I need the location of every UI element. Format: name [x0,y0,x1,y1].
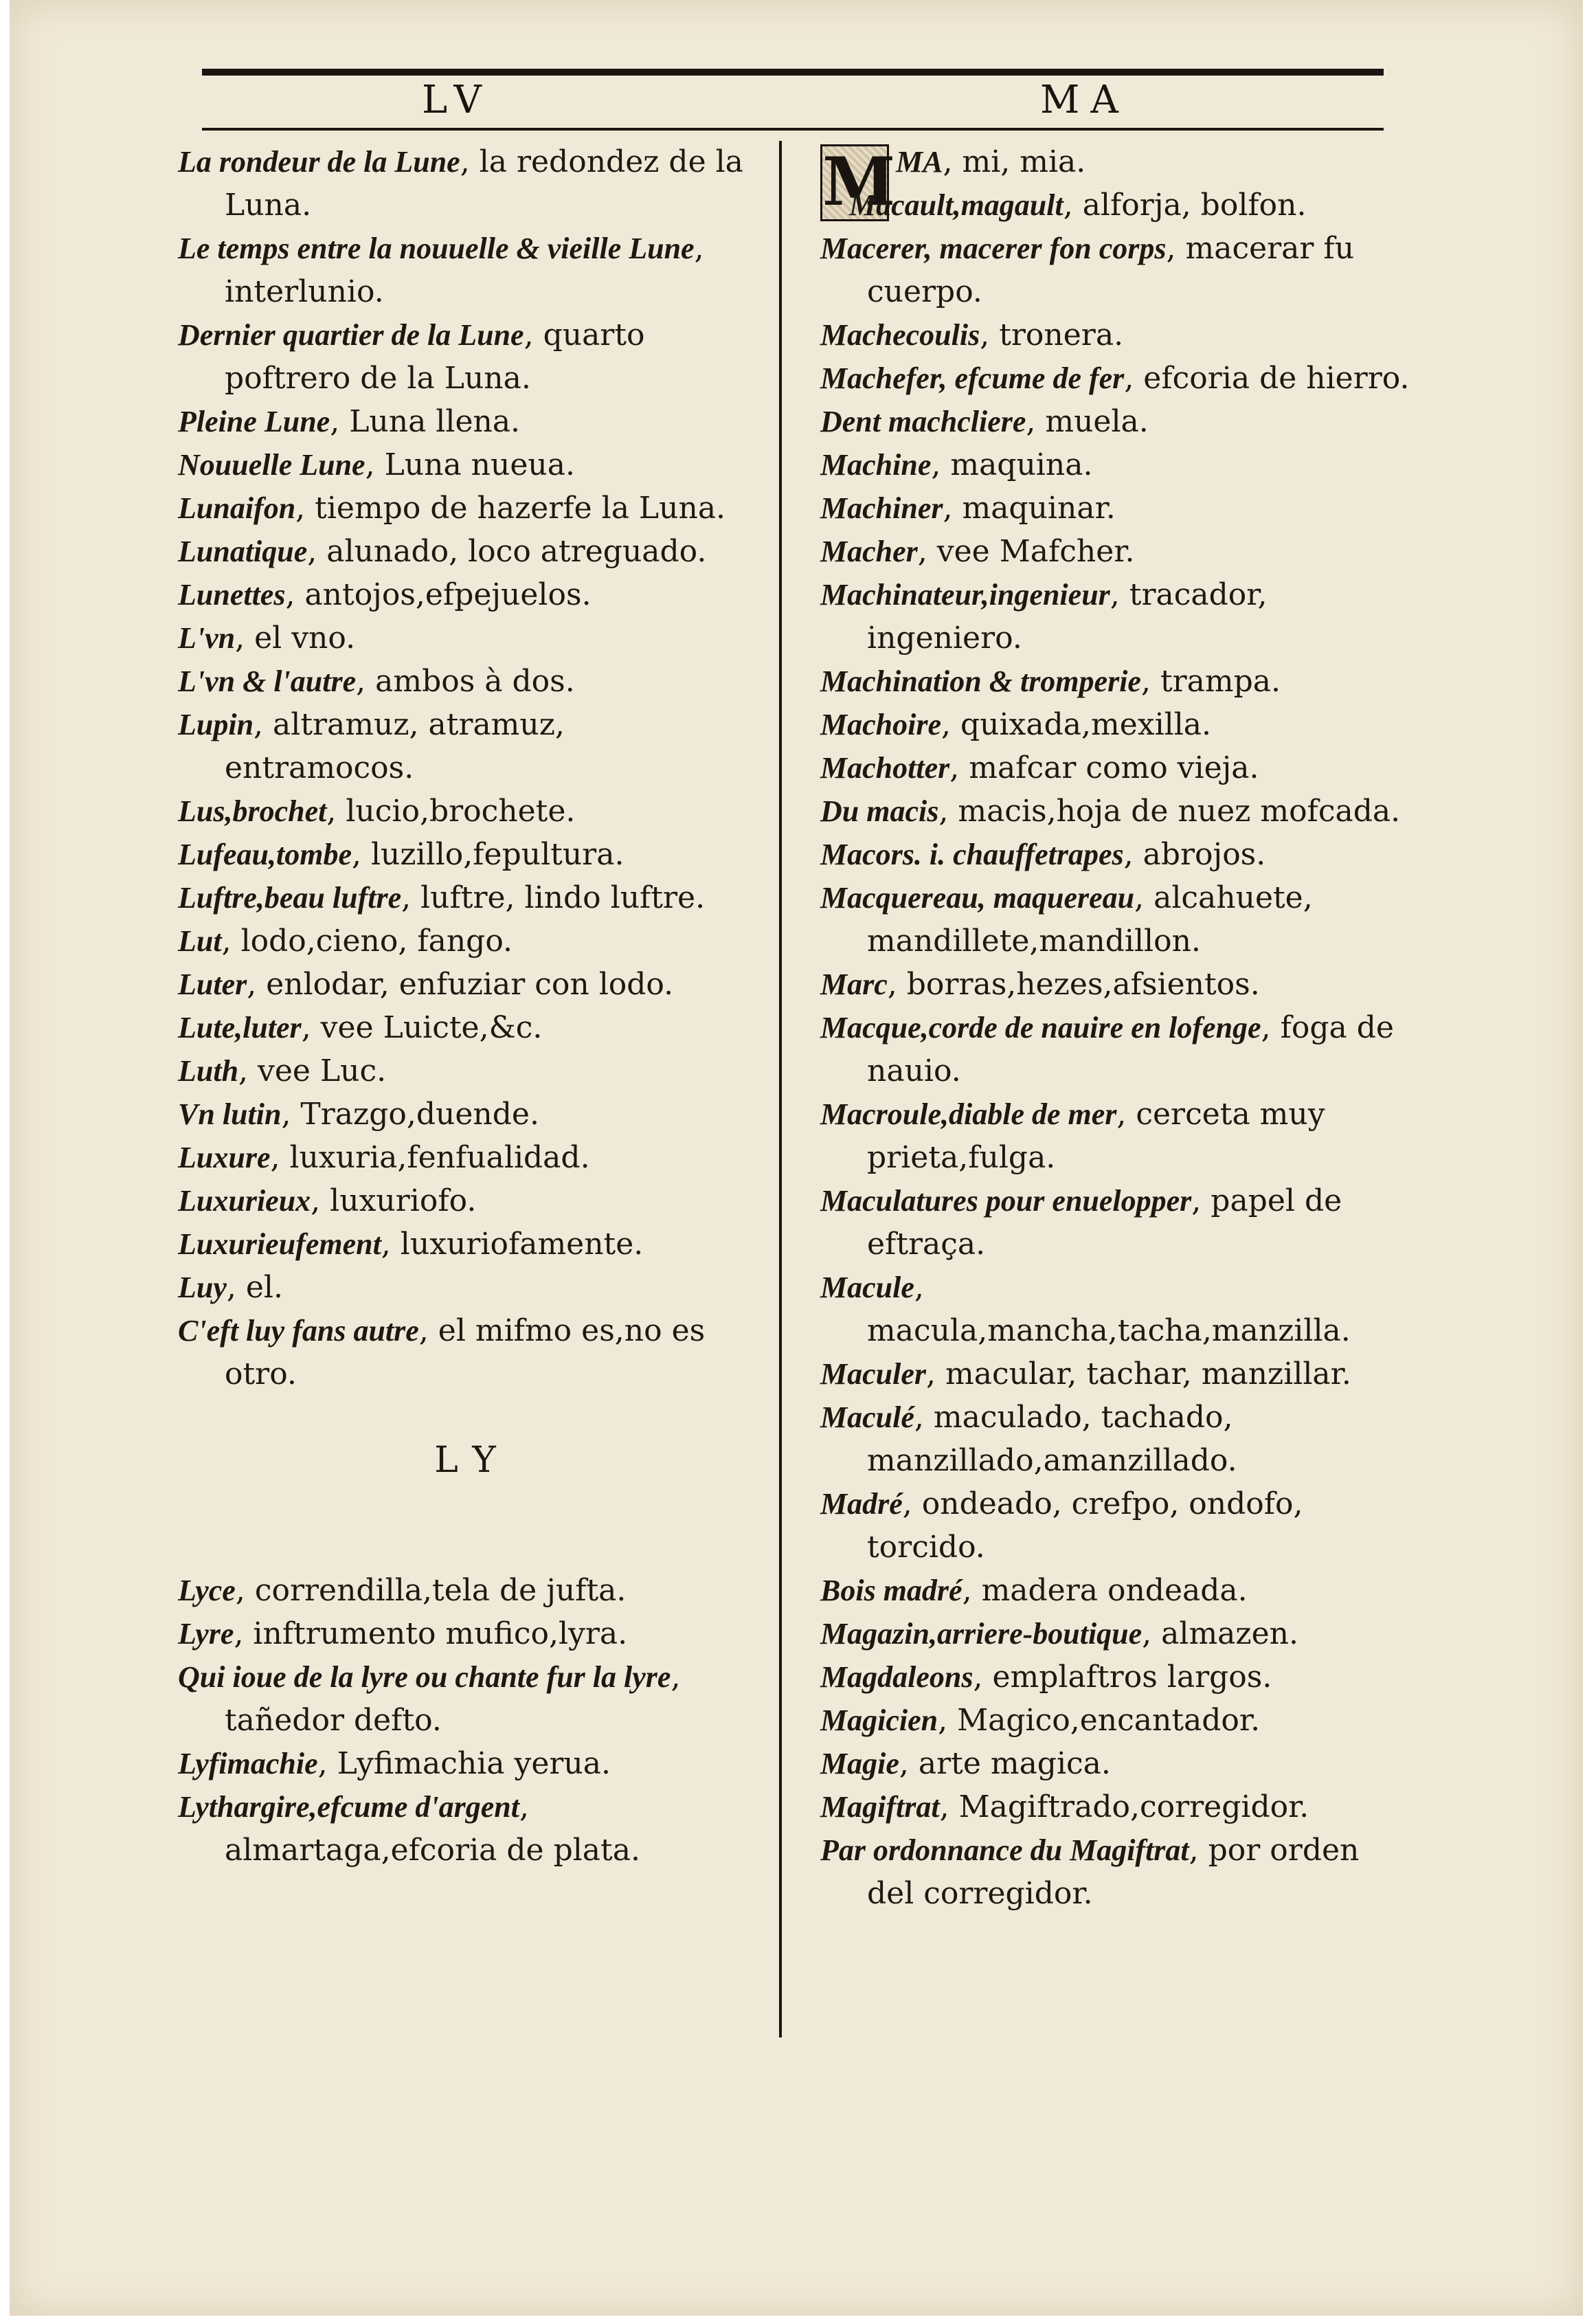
entry-separator: , [938,794,958,829]
entry-separator: , [973,1660,993,1695]
entry-definition: almazen. [1161,1616,1298,1651]
entry-separator: , [270,1140,290,1175]
entry-definition: efcoria de hierro. [1143,361,1410,396]
entry-headword: Luftre,beau luftre [178,881,402,915]
entry-definition: Magiftrado,corregidor. [958,1789,1309,1824]
entry-definition: el mifmo es,no es otro. [225,1313,706,1392]
dictionary-entry [820,1396,1411,1482]
entry-headword: Nouuelle Lune [178,448,365,482]
dictionary-entry [820,790,1411,833]
entry-definition: abrojos. [1143,837,1266,872]
entry-separator: , [1134,880,1154,915]
entry-headword: Magiftrat [820,1790,940,1824]
entry-separator: , [943,491,963,526]
dictionary-entry [178,1785,755,1872]
entry-headword: L'vn [178,621,236,655]
entry-definition: maquinar. [962,491,1116,526]
dictionary-entry [820,1266,1411,1352]
entry-headword: MA [896,145,943,179]
entry-headword: Machination & tromperie [820,664,1141,698]
entry-definition: Trazgo,duende. [300,1097,539,1132]
decorated-initial: M [820,144,889,221]
entry-headword: Machoire [820,708,941,741]
entry-definition: la redondez de la Luna. [225,144,743,223]
dictionary-entry [820,573,1411,660]
entry-headword: Luth [178,1054,239,1088]
entry-definition: Luna nueua. [384,447,575,482]
entry-definition: mafcar como vieja. [969,750,1259,785]
dictionary-entry [820,963,1411,1006]
entry-definition: tañedor defto. [225,1703,442,1738]
dictionary-entry [178,487,755,530]
entry-headword: Lunettes [178,578,286,612]
entry-headword: Luy [178,1271,227,1304]
entry-definition: maculado, tachado, manzillado,amanzillado. [867,1400,1237,1478]
entry-headword: Lufeau,tombe [178,838,352,871]
dictionary-entry [820,660,1411,703]
dictionary-entry [820,1352,1411,1396]
entry-separator: , [418,1313,438,1348]
entry-definition: luftre, lindo luftre. [420,880,706,915]
entry-separator: , [317,1746,337,1781]
dictionary-entry [178,1569,755,1612]
dictionary-entry [820,183,1411,227]
entry-headword: Lupin [178,708,254,741]
dictionary-entry [178,573,755,616]
dictionary-entry [820,1742,1411,1785]
entry-definition: vee Luc. [258,1053,387,1088]
entry-separator: , [281,1097,301,1132]
entry-separator: , [1110,577,1129,612]
entry-definition: luxuriofamente. [400,1227,644,1262]
entry-headword: Magicien [820,1703,938,1737]
entry-definition: luxuria,fenfualidad. [289,1140,590,1175]
entry-separator: , [917,534,937,569]
dictionary-entry [178,1179,755,1222]
entry-headword: Macroule,diable de mer [820,1097,1117,1131]
dictionary-entry [820,443,1411,487]
entry-definition: el. [245,1270,283,1305]
entry-separator: , [914,1270,924,1305]
entry-headword: Lute,luter [178,1011,302,1044]
entry-separator: , [943,144,963,179]
entry-separator: , [524,317,543,353]
header-rule [202,69,1384,76]
entry-headword: Maculer [820,1357,926,1391]
entry-separator: , [1261,1010,1281,1045]
entry-headword: Maculatures pour enuelopper [820,1184,1192,1218]
entry-separator: , [949,750,969,785]
entry-headword: Maculé [820,1400,914,1434]
entry-definition: tiempo de hazerfe la Luna. [315,491,726,526]
entry-headword: Pleine Lune [178,405,330,438]
entry-definition: macular, tachar, manzillar. [945,1356,1351,1392]
running-head-right: MA [1040,78,1129,122]
entry-headword: Macule [820,1271,914,1304]
dictionary-entry [820,1785,1411,1829]
entry-definition: interlunio. [225,274,384,309]
dictionary-entry [178,1266,755,1309]
dictionary-entry [178,1049,755,1093]
entry-definition: tronera. [999,317,1124,353]
entry-definition: alforja, bolfon. [1082,188,1307,223]
entry-separator: , [226,1270,246,1305]
entry-separator: , [285,577,305,612]
entry-separator: , [902,1486,922,1521]
entry-definition: ondeado, crefpo, ondofo, torcido. [867,1486,1303,1565]
entry-definition: cerceta muy prieta,fulga. [867,1097,1325,1175]
dictionary-entry [178,1612,755,1655]
entry-headword: Macault,magault [849,188,1063,222]
left-column [178,140,755,1872]
entry-definition: Lyfimachia yerua. [337,1746,611,1781]
entry-separator: , [1191,1183,1211,1218]
entry-separator: , [1124,361,1144,396]
dictionary-entry [178,1655,755,1742]
dictionary-entry [178,919,755,963]
dictionary-entry [178,227,755,313]
entry-separator: , [1123,837,1143,872]
dictionary-entry [178,1742,755,1785]
entry-headword: Qui ioue de la lyre ou chante fur la lyre [178,1660,671,1694]
entry-separator: , [235,1573,255,1608]
dictionary-entry [820,227,1411,313]
entry-headword: Lunaifon [178,491,296,525]
entry-headword: L'vn & l'autre [178,664,357,698]
entry-headword: Lunatique [178,535,308,568]
dictionary-entry [178,1309,755,1396]
entry-definition: quixada,mexilla. [960,707,1212,742]
entry-separator: , [938,1703,958,1738]
entry-definition: trampa. [1160,664,1281,699]
entry-headword: Machiner [820,491,943,525]
entry-separator: , [238,1053,258,1088]
entry-separator: , [351,837,371,872]
right-entries [820,140,1411,1915]
entry-separator: , [694,231,704,266]
entry-headword: C'eft luy fans autre [178,1314,419,1348]
entry-definition: maquina. [950,447,1093,482]
entry-headword: Macque,corde de nauire en lofenge [820,1011,1261,1044]
entry-definition: ambos à dos. [375,664,575,699]
dictionary-entry [178,1093,755,1136]
entry-headword: Lus,brochet [178,794,327,828]
entry-separator: , [980,317,1000,353]
dictionary-entry [178,140,755,227]
entry-headword: Lut [178,924,222,958]
entry-separator: , [1026,404,1046,439]
entry-definition: lodo,cieno, fango. [240,924,513,959]
section-heading: LY [434,1440,513,1481]
entry-separator: , [401,880,421,915]
entry-separator: , [931,447,951,482]
entry-separator: , [365,447,385,482]
entry-headword: Luter [178,968,247,1001]
entry-separator: , [326,794,346,829]
entry-definition: el vno. [254,621,356,656]
dictionary-entry [178,1222,755,1266]
entry-definition: lucio,brochete. [346,794,576,829]
dictionary-entry [178,703,755,790]
entry-definition: luxuriofo. [330,1183,477,1218]
entry-headword: Le temps entre la nouuelle & vieille Lune [178,232,695,265]
entry-separator: , [914,1400,934,1435]
entry-separator: , [1189,1833,1208,1868]
dictionary-entry [820,400,1411,443]
dictionary-entry [178,790,755,833]
dictionary-entry [820,487,1411,530]
entry-definition: papel de eftraça. [867,1183,1342,1262]
entry-definition: muela. [1045,404,1149,439]
entry-headword: Magdaleons [820,1660,973,1694]
entry-separator: , [460,144,480,179]
entry-definition: arte magica. [918,1746,1111,1781]
dictionary-entry [178,660,755,703]
entry-definition: vee Mafcher. [936,534,1135,569]
entry-headword: Macerer, macerer fon corps [820,232,1167,265]
entry-definition: foga de nauio. [867,1010,1394,1088]
dictionary-entry [820,357,1411,400]
entry-separator: , [307,534,327,569]
entry-headword: Dent machcliere [820,405,1026,438]
dictionary-entry [178,616,755,660]
entry-definition: inftrumento mufico,lyra. [253,1616,628,1651]
entry-separator: , [295,491,315,526]
entry-separator: , [381,1227,401,1262]
entry-headword: Luxure [178,1141,271,1174]
entry-separator: , [1063,188,1083,223]
entry-separator: , [962,1573,982,1608]
entry-headword: Macquereau, maquereau [820,881,1135,915]
entry-separator: , [330,404,350,439]
entry-definition: emplaftros largos. [992,1660,1272,1695]
entry-headword: Lyfimachie [178,1747,318,1780]
dictionary-entry [820,1569,1411,1612]
dictionary-entry [820,1482,1411,1569]
entry-definition: correndilla,tela de jufta. [254,1573,627,1608]
dictionary-entry [820,1612,1411,1655]
dictionary-entry [820,876,1411,963]
entry-separator: , [356,664,376,699]
entry-headword: Madré [820,1487,903,1521]
entry-definition: alunado, loco atreguado. [326,534,707,569]
right-column [820,140,1411,1915]
dictionary-entry [178,400,755,443]
dictionary-entry [820,1829,1411,1915]
dictionary-entry [178,1006,755,1049]
entry-definition: macula,mancha,tacha,manzilla. [867,1313,1351,1348]
entry-definition: antojos,efpejuelos. [304,577,592,612]
entry-headword: Lythargire,efcume d'argent [178,1790,519,1824]
entry-separator: , [235,621,255,656]
entry-separator: , [941,707,960,742]
dictionary-entry [820,833,1411,876]
entry-definition: alcahuete, mandillete,mandillon. [867,880,1313,959]
entry-headword: Du macis [820,794,939,828]
entry-separator: , [671,1660,681,1695]
dictionary-entry [820,1655,1411,1699]
entry-headword: Lyre [178,1617,234,1651]
running-head-left: LV [422,78,493,122]
entry-definition: vee Luicte,&c. [320,1010,543,1045]
dictionary-entry [820,1179,1411,1266]
entry-separator: , [1116,1097,1136,1132]
dictionary-entry [178,876,755,919]
dictionary-entry [820,1093,1411,1179]
entry-headword: Macors. i. chauffetrapes [820,838,1124,871]
book-page [10,0,1583,2316]
entry-definition: mi, mia. [962,144,1086,179]
entry-definition: Magico,encantador. [957,1703,1261,1738]
dictionary-entry [820,530,1411,573]
entry-definition: almartaga,efcoria de plata. [225,1833,640,1868]
entry-separator: , [254,707,273,742]
entry-separator: , [939,1789,959,1824]
left-entries-ly [178,1569,755,1872]
dictionary-entry [820,1699,1411,1742]
entry-separator: , [887,967,907,1002]
dictionary-entry [178,833,755,876]
entry-separator: , [1140,664,1160,699]
entry-definition: macis,hoja de nuez mofcada. [958,794,1401,829]
dictionary-entry [178,1136,755,1179]
entry-headword: Bois madré [820,1574,963,1607]
dictionary-entry [178,530,755,573]
dictionary-entry [820,746,1411,790]
entry-headword: La rondeur de la Lune [178,145,460,179]
dictionary-entry [820,1006,1411,1093]
entry-headword: Luxurieux [178,1184,311,1218]
entry-headword: Vn lutin [178,1097,282,1131]
entry-headword: Marc [820,968,888,1001]
entry-separator: , [234,1616,254,1651]
entry-headword: Luxurieufement [178,1227,381,1261]
dictionary-entry [178,313,755,400]
entry-separator: , [1142,1616,1162,1651]
entry-headword: Magie [820,1747,899,1780]
entry-headword: Machinateur,ingenieur [820,578,1110,612]
dictionary-entry [178,443,755,487]
entry-separator: , [311,1183,330,1218]
entry-separator: , [519,1789,529,1824]
entry-headword: Machotter [820,751,950,785]
entry-separator: , [1166,231,1186,266]
dictionary-entry [178,963,755,1006]
column-divider [779,141,782,2037]
entry-definition: macerar fu cuerpo. [867,231,1355,309]
entry-separator: , [926,1356,945,1392]
entry-definition: enlodar, enfuziar con lodo. [266,967,674,1002]
entry-headword: Dernier quartier de la Lune [178,318,524,352]
entry-separator: , [221,924,241,959]
entry-headword: Lyce [178,1574,236,1607]
entry-headword: Machine [820,448,932,482]
entry-definition: borras,hezes,afsientos. [906,967,1260,1002]
entry-definition: altramuz, atramuz, entramocos. [225,707,565,785]
entry-headword: Macher [820,535,918,568]
entry-headword: Par ordonnance du Magiftrat [820,1833,1189,1867]
entry-headword: Magazin,arriere-boutique [820,1617,1143,1651]
entry-definition: Luna llena. [349,404,521,439]
entry-headword: Machefer, efcume de fer [820,361,1125,395]
header-subrule [202,128,1384,131]
entry-definition: luzillo,fepultura. [370,837,624,872]
dictionary-entry [820,313,1411,357]
entry-headword: Machecoulis [820,318,980,352]
entry-definition: por orden del corregidor. [867,1833,1360,1911]
entry-definition: tracador, ingeniero. [867,577,1268,656]
entry-definition: madera ondeada. [981,1573,1248,1608]
entry-separator: , [899,1746,919,1781]
dictionary-entry [820,703,1411,746]
left-entries [178,140,755,1396]
entry-definition: quarto poftrero de la Luna. [225,317,645,396]
entry-separator: , [301,1010,321,1045]
entry-separator: , [247,967,267,1002]
